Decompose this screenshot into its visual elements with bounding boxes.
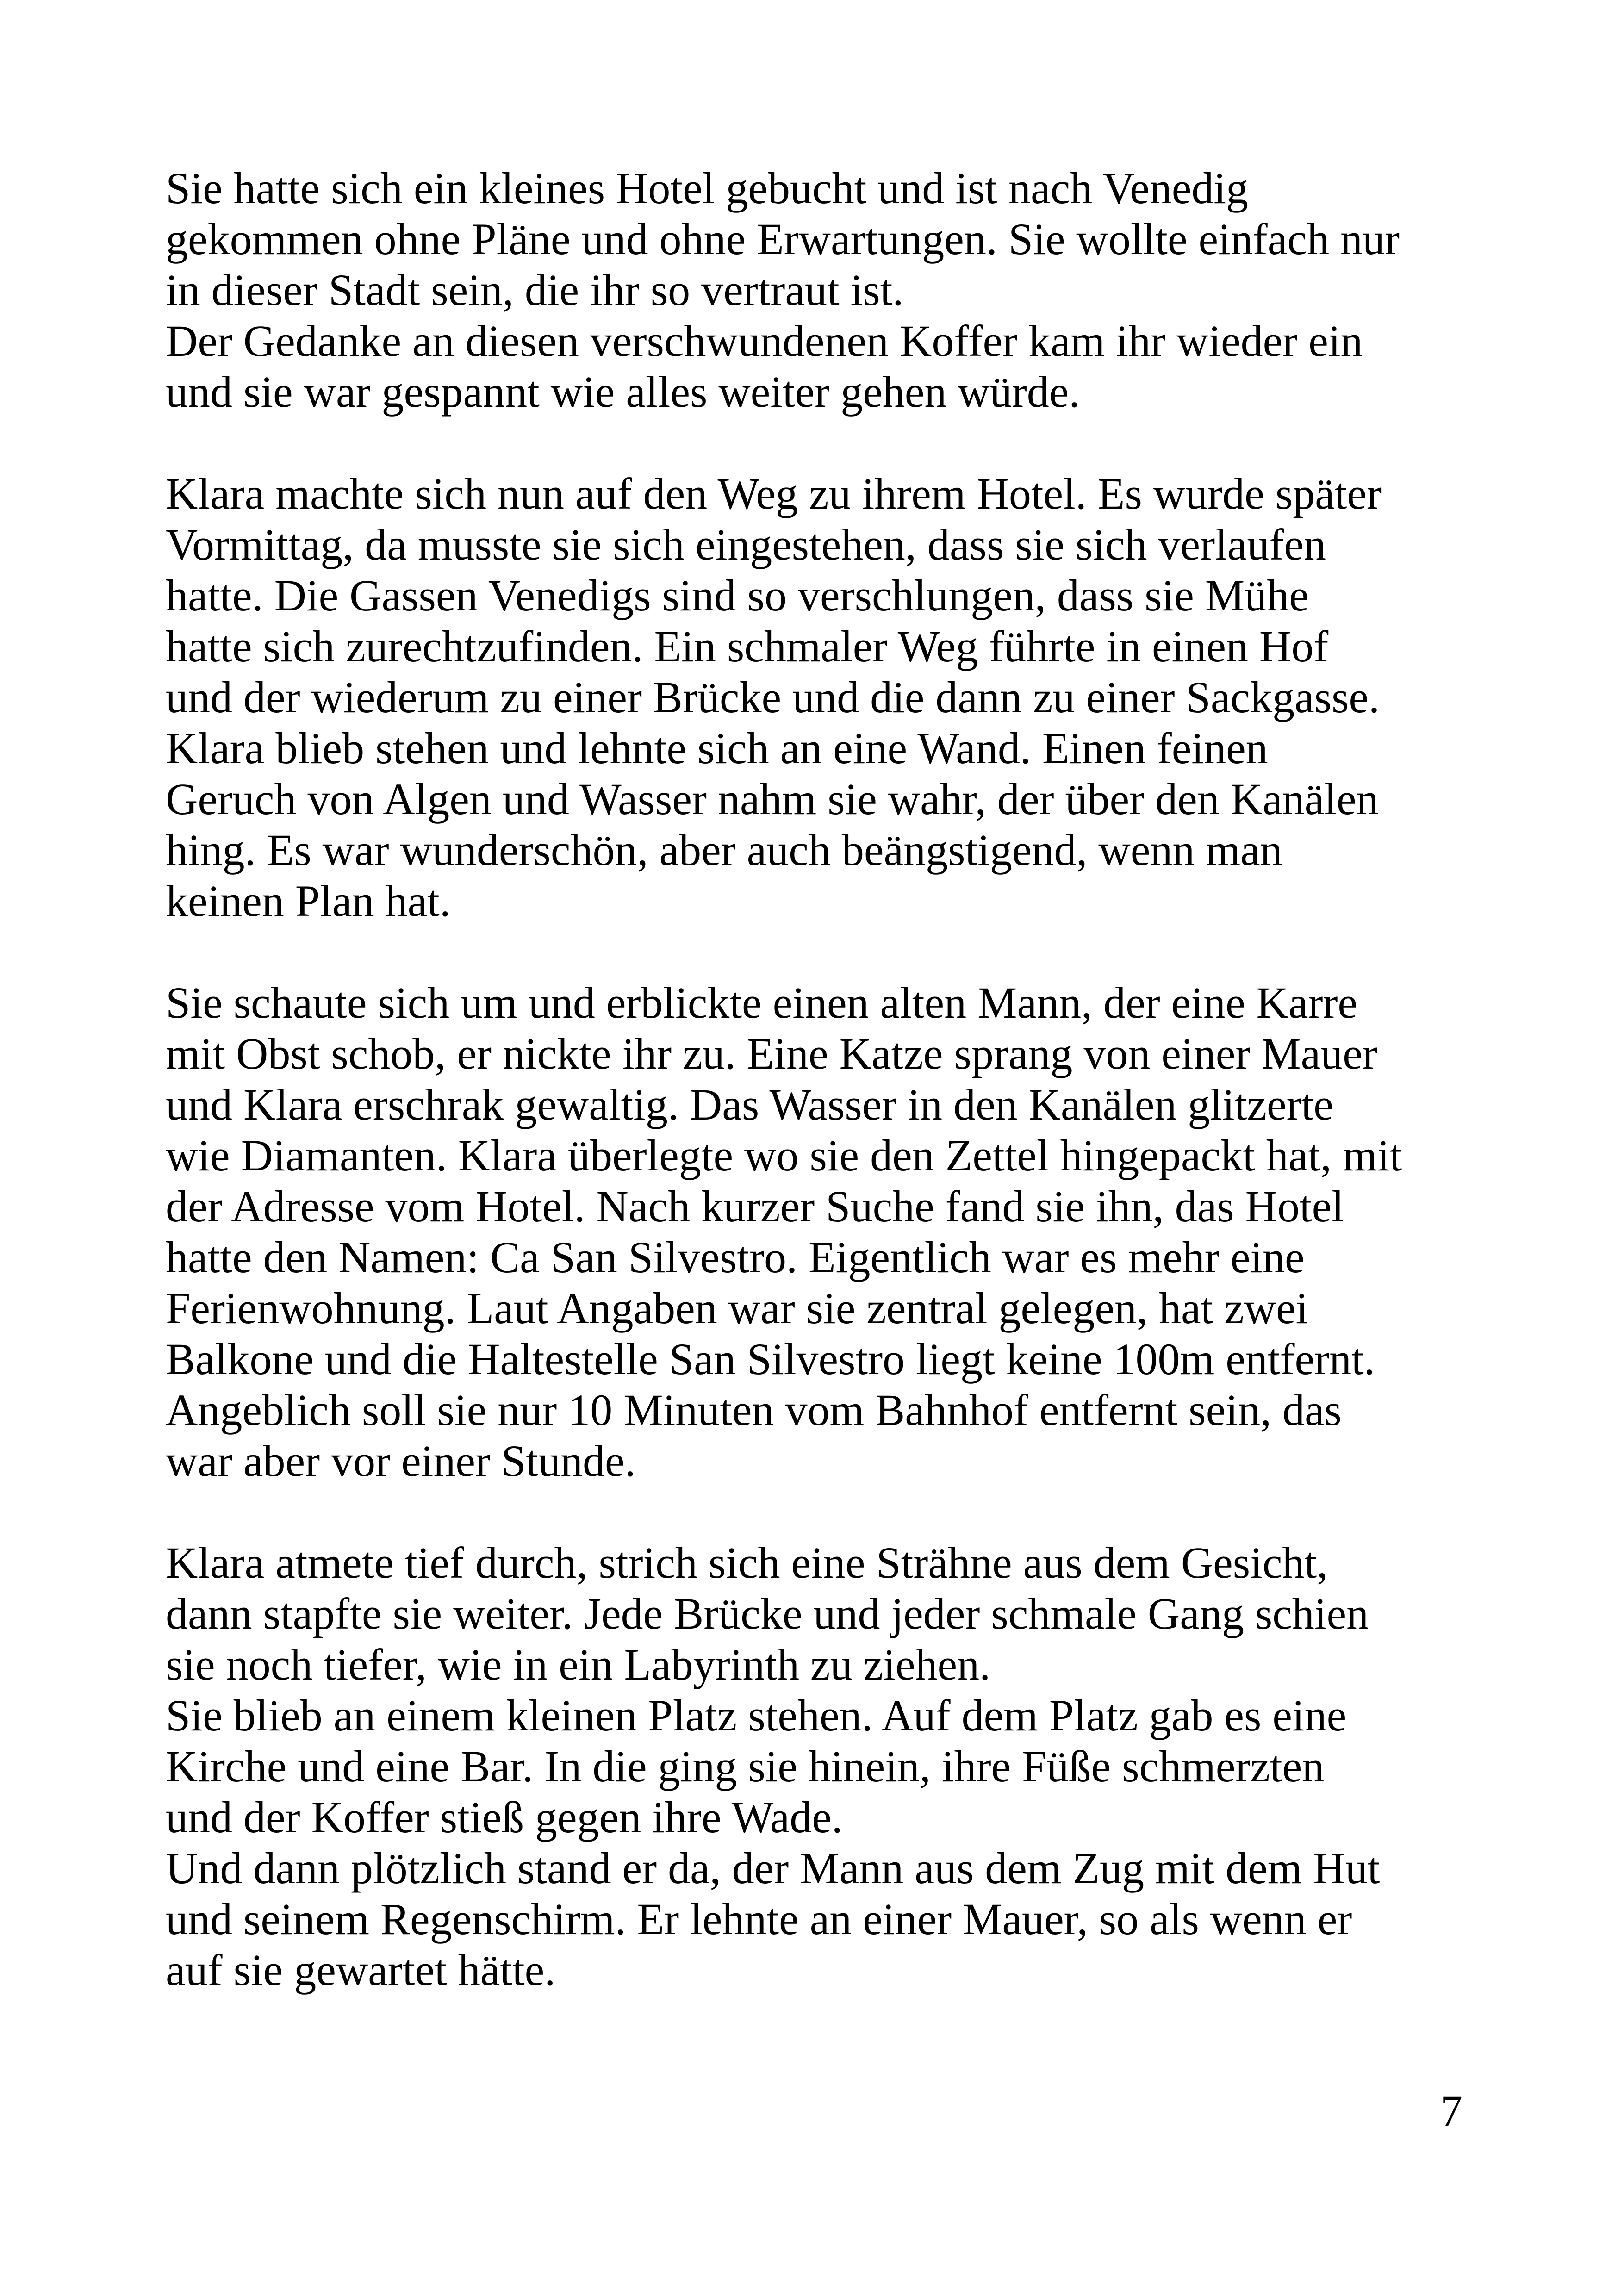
text-line: in dieser Stadt sein, die ihr so vertraut ist. xyxy=(166,265,904,315)
body-text xyxy=(166,163,1499,1996)
text-line: hatte sich zurechtzufinden. Ein schmaler Weg führte in einen Hof xyxy=(166,622,1329,671)
text-line: Vormittag, da musste sie sich eingestehen, dass sie sich verlaufen xyxy=(166,520,1326,569)
text-line: und der Koffer stieß gegen ihre Wade. xyxy=(166,1792,843,1842)
text-line: sie noch tiefer, wie in ein Labyrinth zu ziehen. xyxy=(166,1640,991,1689)
text-line: dann stapfte sie weiter. Jede Brücke und jeder schmale Gang schien xyxy=(166,1589,1369,1638)
text-line: Kirche und eine Bar. In die ging sie hinein, ihre Füße schmerzten xyxy=(166,1742,1325,1791)
text-line: Und dann plötzlich stand er da, der Mann aus dem Zug mit dem Hut xyxy=(166,1843,1380,1893)
paragraph xyxy=(166,163,1499,417)
text-line: Geruch von Algen und Wasser nahm sie wahr, der über den Kanälen xyxy=(166,774,1379,824)
paragraph xyxy=(166,977,1499,1487)
text-line: wie Diamanten. Klara überlegte wo sie den Zettel hingepackt hat, mit xyxy=(166,1131,1402,1180)
page-number: 7 xyxy=(1440,2086,1462,2135)
text-line: und Klara erschrak gewaltig. Das Wasser in den Kanälen glitzerte xyxy=(166,1080,1333,1129)
text-line: Der Gedanke an diesen verschwundenen Koffer kam ihr wieder ein xyxy=(166,316,1363,366)
text-line: auf sie gewartet hätte. xyxy=(166,1945,556,1995)
text-line: mit Obst schob, er nickte ihr zu. Eine Katze sprang von einer Mauer xyxy=(166,1029,1377,1078)
text-line: Klara machte sich nun auf den Weg zu ihrem Hotel. Es wurde später xyxy=(166,469,1382,518)
text-line: und sie war gespannt wie alles weiter gehen würde. xyxy=(166,367,1080,417)
text-line: Sie blieb an einem kleinen Platz stehen. Auf dem Platz gab es eine xyxy=(166,1691,1347,1740)
text-line: Angeblich soll sie nur 10 Minuten vom Bahnhof entfernt sein, das xyxy=(166,1385,1342,1435)
text-line: keinen Plan hat. xyxy=(166,876,451,926)
text-line: Sie schaute sich um und erblickte einen alten Mann, der eine Karre xyxy=(166,978,1358,1027)
text-line: Sie hatte sich ein kleines Hotel gebucht und ist nach Venedig xyxy=(166,163,1249,213)
text-line: und der wiederum zu einer Brücke und die dann zu einer Sackgasse. xyxy=(166,672,1380,722)
text-line: hing. Es war wunderschön, aber auch beängstigend, wenn man xyxy=(166,825,1282,875)
text-line: gekommen ohne Pläne und ohne Erwartungen. Sie wollte einfach nur xyxy=(166,214,1400,264)
text-line: Klara atmete tief durch, strich sich eine Strähne aus dem Gesicht, xyxy=(166,1538,1328,1587)
text-line: Ferienwohnung. Laut Angaben war sie zentral gelegen, hat zwei xyxy=(166,1283,1308,1333)
text-line: hatte. Die Gassen Venedigs sind so verschlungen, dass sie Mühe xyxy=(166,571,1309,620)
text-line: Balkone und die Haltestelle San Silvestro liegt keine 100m entfernt. xyxy=(166,1334,1375,1384)
text-line: und seinem Regenschirm. Er lehnte an einer Mauer, so als wenn er xyxy=(166,1894,1352,1944)
text-line: hatte den Namen: Ca San Silvestro. Eigentlich war es mehr eine xyxy=(166,1232,1305,1282)
text-line: der Adresse vom Hotel. Nach kurzer Suche fand sie ihn, das Hotel xyxy=(166,1182,1344,1231)
paragraph xyxy=(166,1537,1499,1996)
paragraph xyxy=(166,468,1499,927)
text-line: Klara blieb stehen und lehnte sich an eine Wand. Einen feinen xyxy=(166,723,1268,773)
text-line: war aber vor einer Stunde. xyxy=(166,1436,636,1486)
